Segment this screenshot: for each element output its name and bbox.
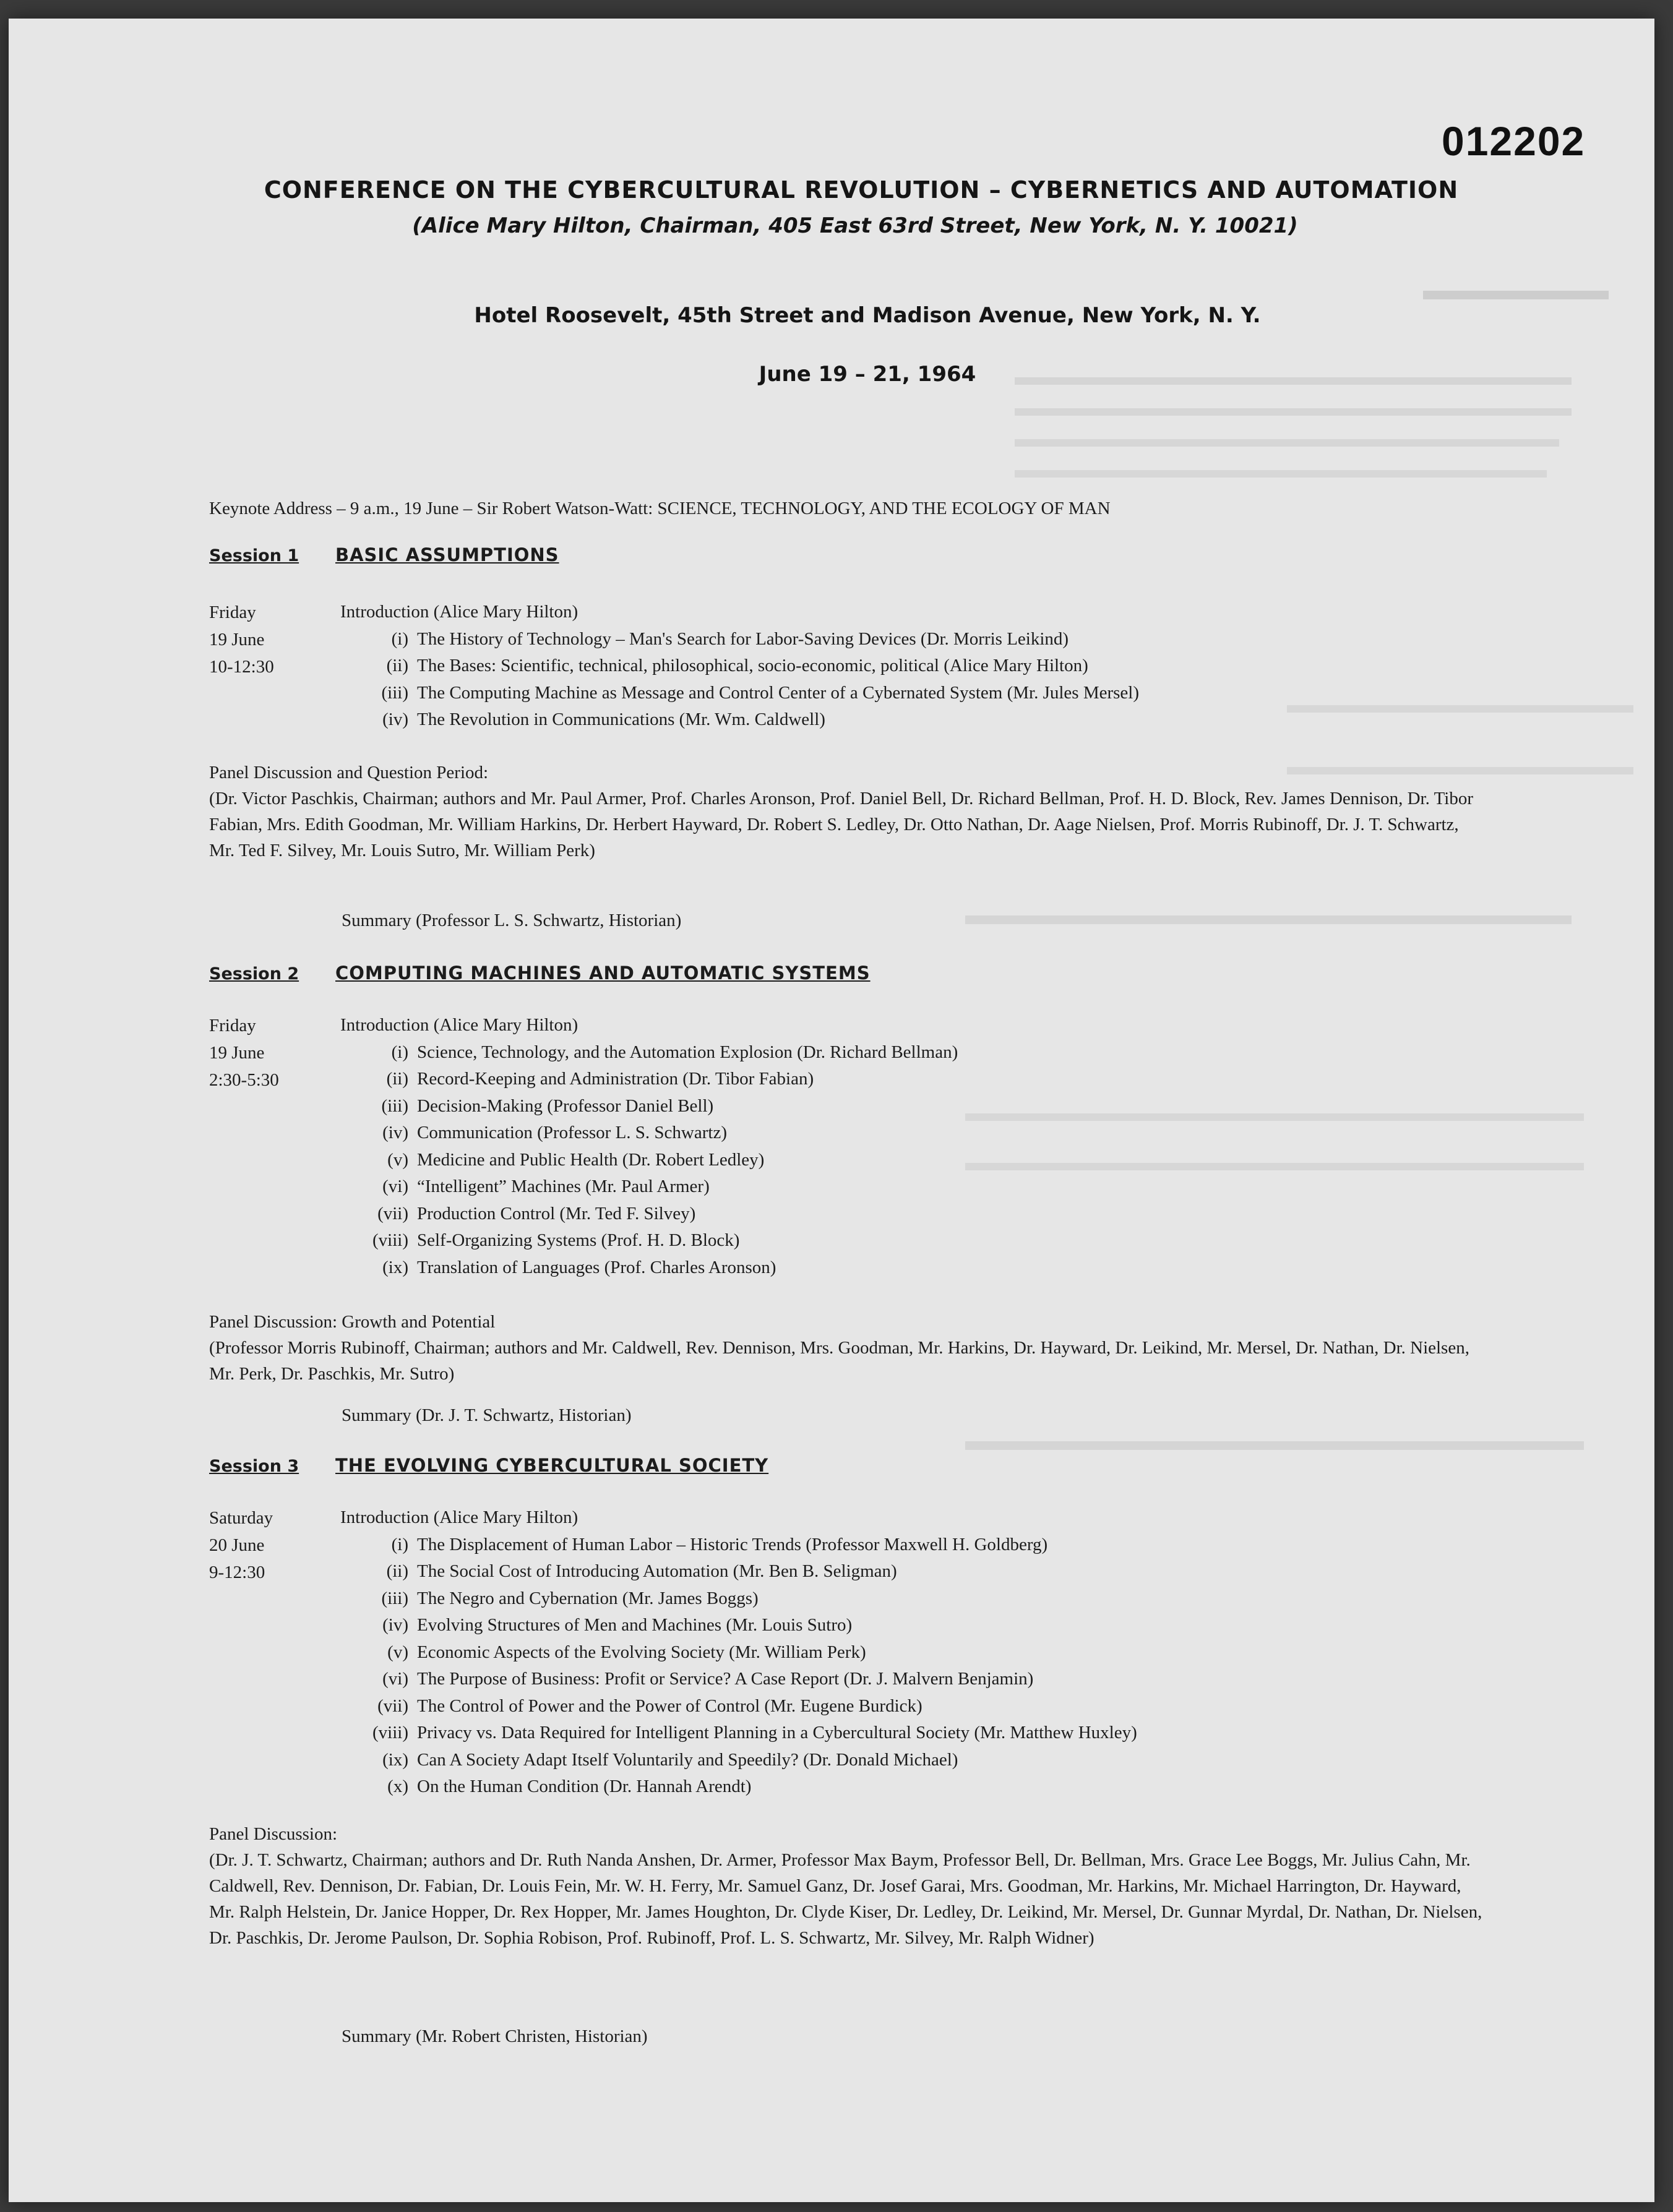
agenda-item: (vii) Production Control (Mr. Ted F. Silvey)	[377, 1203, 696, 1224]
session-date: 20 June	[209, 1535, 265, 1555]
agenda-item: (ii) The Social Cost of Introducing Automation (Mr. Ben B. Seligman)	[386, 1561, 897, 1581]
agenda-item: (ix) Can A Society Adapt Itself Voluntarily and Speedily? (Dr. Donald Michael)	[382, 1749, 958, 1770]
conference-dates: June 19 – 21, 1964	[759, 362, 976, 387]
session-intro: Introduction (Alice Mary Hilton)	[340, 602, 578, 622]
session-2-panel	[209, 1309, 1484, 1387]
session-intro: Introduction (Alice Mary Hilton)	[340, 1015, 578, 1035]
venue: Hotel Roosevelt, 45th Street and Madison Avenue, New York, N. Y.	[474, 303, 1261, 328]
panel-heading: Panel Discussion:	[209, 1824, 338, 1844]
session-3-schedule	[209, 1504, 273, 1586]
agenda-item: (viii) Self-Organizing Systems (Prof. H. D. Block)	[372, 1230, 740, 1250]
session-2-agenda	[340, 1012, 958, 1281]
agenda-item: (iii) The Negro and Cybernation (Mr. James Boggs)	[381, 1588, 759, 1608]
session-label: Session 1	[209, 546, 299, 565]
conference-title: CONFERENCE ON THE CYBERCULTURAL REVOLUTION – CYBERNETICS AND AUTOMATION	[264, 176, 1459, 204]
session-1-summary: Summary (Professor L. S. Schwartz, Historian)	[342, 911, 682, 930]
panel-heading: Panel Discussion and Question Period:	[209, 763, 489, 782]
keynote-address: Keynote Address – 9 a.m., 19 June – Sir Robert Watson-Watt: SCIENCE, TECHNOLOGY, AND THE ECOLOGY OF MAN	[209, 499, 1111, 518]
agenda-item: (iv) The Revolution in Communications (Mr. Wm. Caldwell)	[382, 709, 825, 729]
session-1-agenda	[340, 599, 1139, 734]
agenda-item: (ii) Record-Keeping and Administration (Dr. Tibor Fabian)	[386, 1069, 814, 1089]
agenda-item: (iv) Evolving Structures of Men and Machines (Mr. Louis Sutro)	[382, 1615, 853, 1635]
panel-heading: Panel Discussion: Growth and Potential	[209, 1312, 496, 1332]
session-label: Session 3	[209, 1457, 299, 1476]
agenda-item: (iii) Decision-Making (Professor Daniel Bell)	[381, 1095, 714, 1116]
agenda-item: (i) Science, Technology, and the Automation Explosion (Dr. Richard Bellman)	[391, 1042, 958, 1062]
session-day: Friday	[209, 602, 256, 622]
session-time: 10-12:30	[209, 657, 274, 677]
agenda-item: (v) Economic Aspects of the Evolving Society (Mr. William Perk)	[387, 1642, 866, 1662]
session-intro: Introduction (Alice Mary Hilton)	[340, 1507, 578, 1527]
panel-participants: (Dr. Victor Paschkis, Chairman; authors and Mr. Paul Armer, Prof. Charles Aronson, Prof. Daniel Bell, Dr. Richard Bellman, Prof. H. D. Block, Rev. James Dennison, Dr. Tibor Fabian, Mrs. Edith Goodman, Mr. William Harkins, Dr. Herbert Hayward, Dr. Robert S. Ledley, Dr. Otto Nathan, Dr. Aage Nielsen, Prof. Morris Rubinoff, Dr. J. T. Schwartz, Mr. Ted F. Silvey, Mr. Louis Sutro, Mr. William Perk)	[209, 789, 1473, 860]
panel-participants: (Professor Morris Rubinoff, Chairman; authors and Mr. Caldwell, Rev. Dennison, Mrs. Goodman, Mr. Harkins, Dr. Hayward, Dr. Leikind, Mr. Mersel, Dr. Nathan, Dr. Nielsen, Mr. Perk, Dr. Paschkis, Mr. Sutro)	[209, 1338, 1469, 1384]
session-3-agenda	[340, 1504, 1137, 1801]
session-3-summary: Summary (Mr. Robert Christen, Historian)	[342, 2026, 648, 2046]
agenda-item: (vi) The Purpose of Business: Profit or Service? A Case Report (Dr. J. Malvern Benjamin)	[382, 1669, 1034, 1689]
session-1-panel	[209, 760, 1484, 864]
session-title: COMPUTING MACHINES AND AUTOMATIC SYSTEMS	[335, 962, 871, 984]
session-time: 2:30-5:30	[209, 1070, 279, 1090]
session-2-summary: Summary (Dr. J. T. Schwartz, Historian)	[342, 1405, 632, 1425]
session-time: 9-12:30	[209, 1563, 265, 1582]
session-date: 19 June	[209, 1043, 265, 1063]
session-title: THE EVOLVING CYBERCULTURAL SOCIETY	[335, 1455, 769, 1476]
session-1-schedule	[209, 599, 274, 680]
session-day: Saturday	[209, 1508, 273, 1528]
agenda-item: (i) The Displacement of Human Labor – Historic Trends (Professor Maxwell H. Goldberg)	[391, 1534, 1048, 1554]
session-day: Friday	[209, 1016, 256, 1035]
chairman-address: (Alice Mary Hilton, Chairman, 405 East 63rd Street, New York, N. Y. 10021)	[412, 213, 1298, 238]
session-date: 19 June	[209, 630, 265, 649]
agenda-item: (vi) “Intelligent” Machines (Mr. Paul Armer)	[382, 1177, 710, 1196]
session-title: BASIC ASSUMPTIONS	[335, 544, 559, 565]
agenda-item: (ii) The Bases: Scientific, technical, philosophical, socio-economic, political (Alice Mary Hilton)	[386, 656, 1088, 675]
session-label: Session 2	[209, 964, 299, 984]
agenda-item: (v) Medicine and Public Health (Dr. Robert Ledley)	[387, 1149, 765, 1170]
agenda-item: (viii) Privacy vs. Data Required for Intelligent Planning in a Cybercultural Society (Mr. Matthew Huxley)	[372, 1723, 1137, 1743]
agenda-item: (iv) Communication (Professor L. S. Schwartz)	[382, 1123, 727, 1142]
panel-participants: (Dr. J. T. Schwartz, Chairman; authors and Dr. Ruth Nanda Anshen, Dr. Armer, Professor Max Baym, Professor Bell, Dr. Bellman, Mrs. Grace Lee Boggs, Mr. Julius Cahn, Mr. Caldwell, Rev. Dennison, Dr. Fabian, Dr. Louis Fein, Mr. W. H. Ferry, Mr. Samuel Ganz, Dr. Josef Garai, Mrs. Goodman, Mr. Harkins, Mr. Michael Harrington, Dr. Hayward, Mr. Ralph Helstein, Dr. Janice Hopper, Dr. Rex Hopper, Mr. James Houghton, Dr. Clyde Kiser, Dr. Ledley, Dr. Leikind, Mr. Mersel, Dr. Gunnar Myrdal, Dr. Nathan, Dr. Nielsen, Dr. Paschkis, Dr. Jerome Paulson, Dr. Sophia Robison, Prof. Rubinoff, Prof. L. S. Schwartz, Mr. Silvey, Mr. Ralph Widner)	[209, 1850, 1482, 1948]
document-number: 012202	[1442, 118, 1586, 164]
agenda-item: (x) On the Human Condition (Dr. Hannah Arendt)	[387, 1777, 752, 1796]
agenda-item: (i) The History of Technology – Man's Search for Labor-Saving Devices (Dr. Morris Leikind)	[391, 628, 1069, 649]
agenda-item: (ix) Translation of Languages (Prof. Charles Aronson)	[382, 1257, 776, 1277]
agenda-item: (vii) The Control of Power and the Power of Control (Mr. Eugene Burdick)	[377, 1695, 923, 1716]
agenda-item: (iii) The Computing Machine as Message and Control Center of a Cybernated System (Mr. Jules Mersel)	[381, 682, 1140, 703]
session-3-panel	[209, 1821, 1484, 1951]
session-2-schedule	[209, 1012, 279, 1094]
session-2-heading	[209, 962, 871, 984]
session-1-heading	[209, 544, 559, 565]
session-3-heading	[209, 1455, 768, 1476]
